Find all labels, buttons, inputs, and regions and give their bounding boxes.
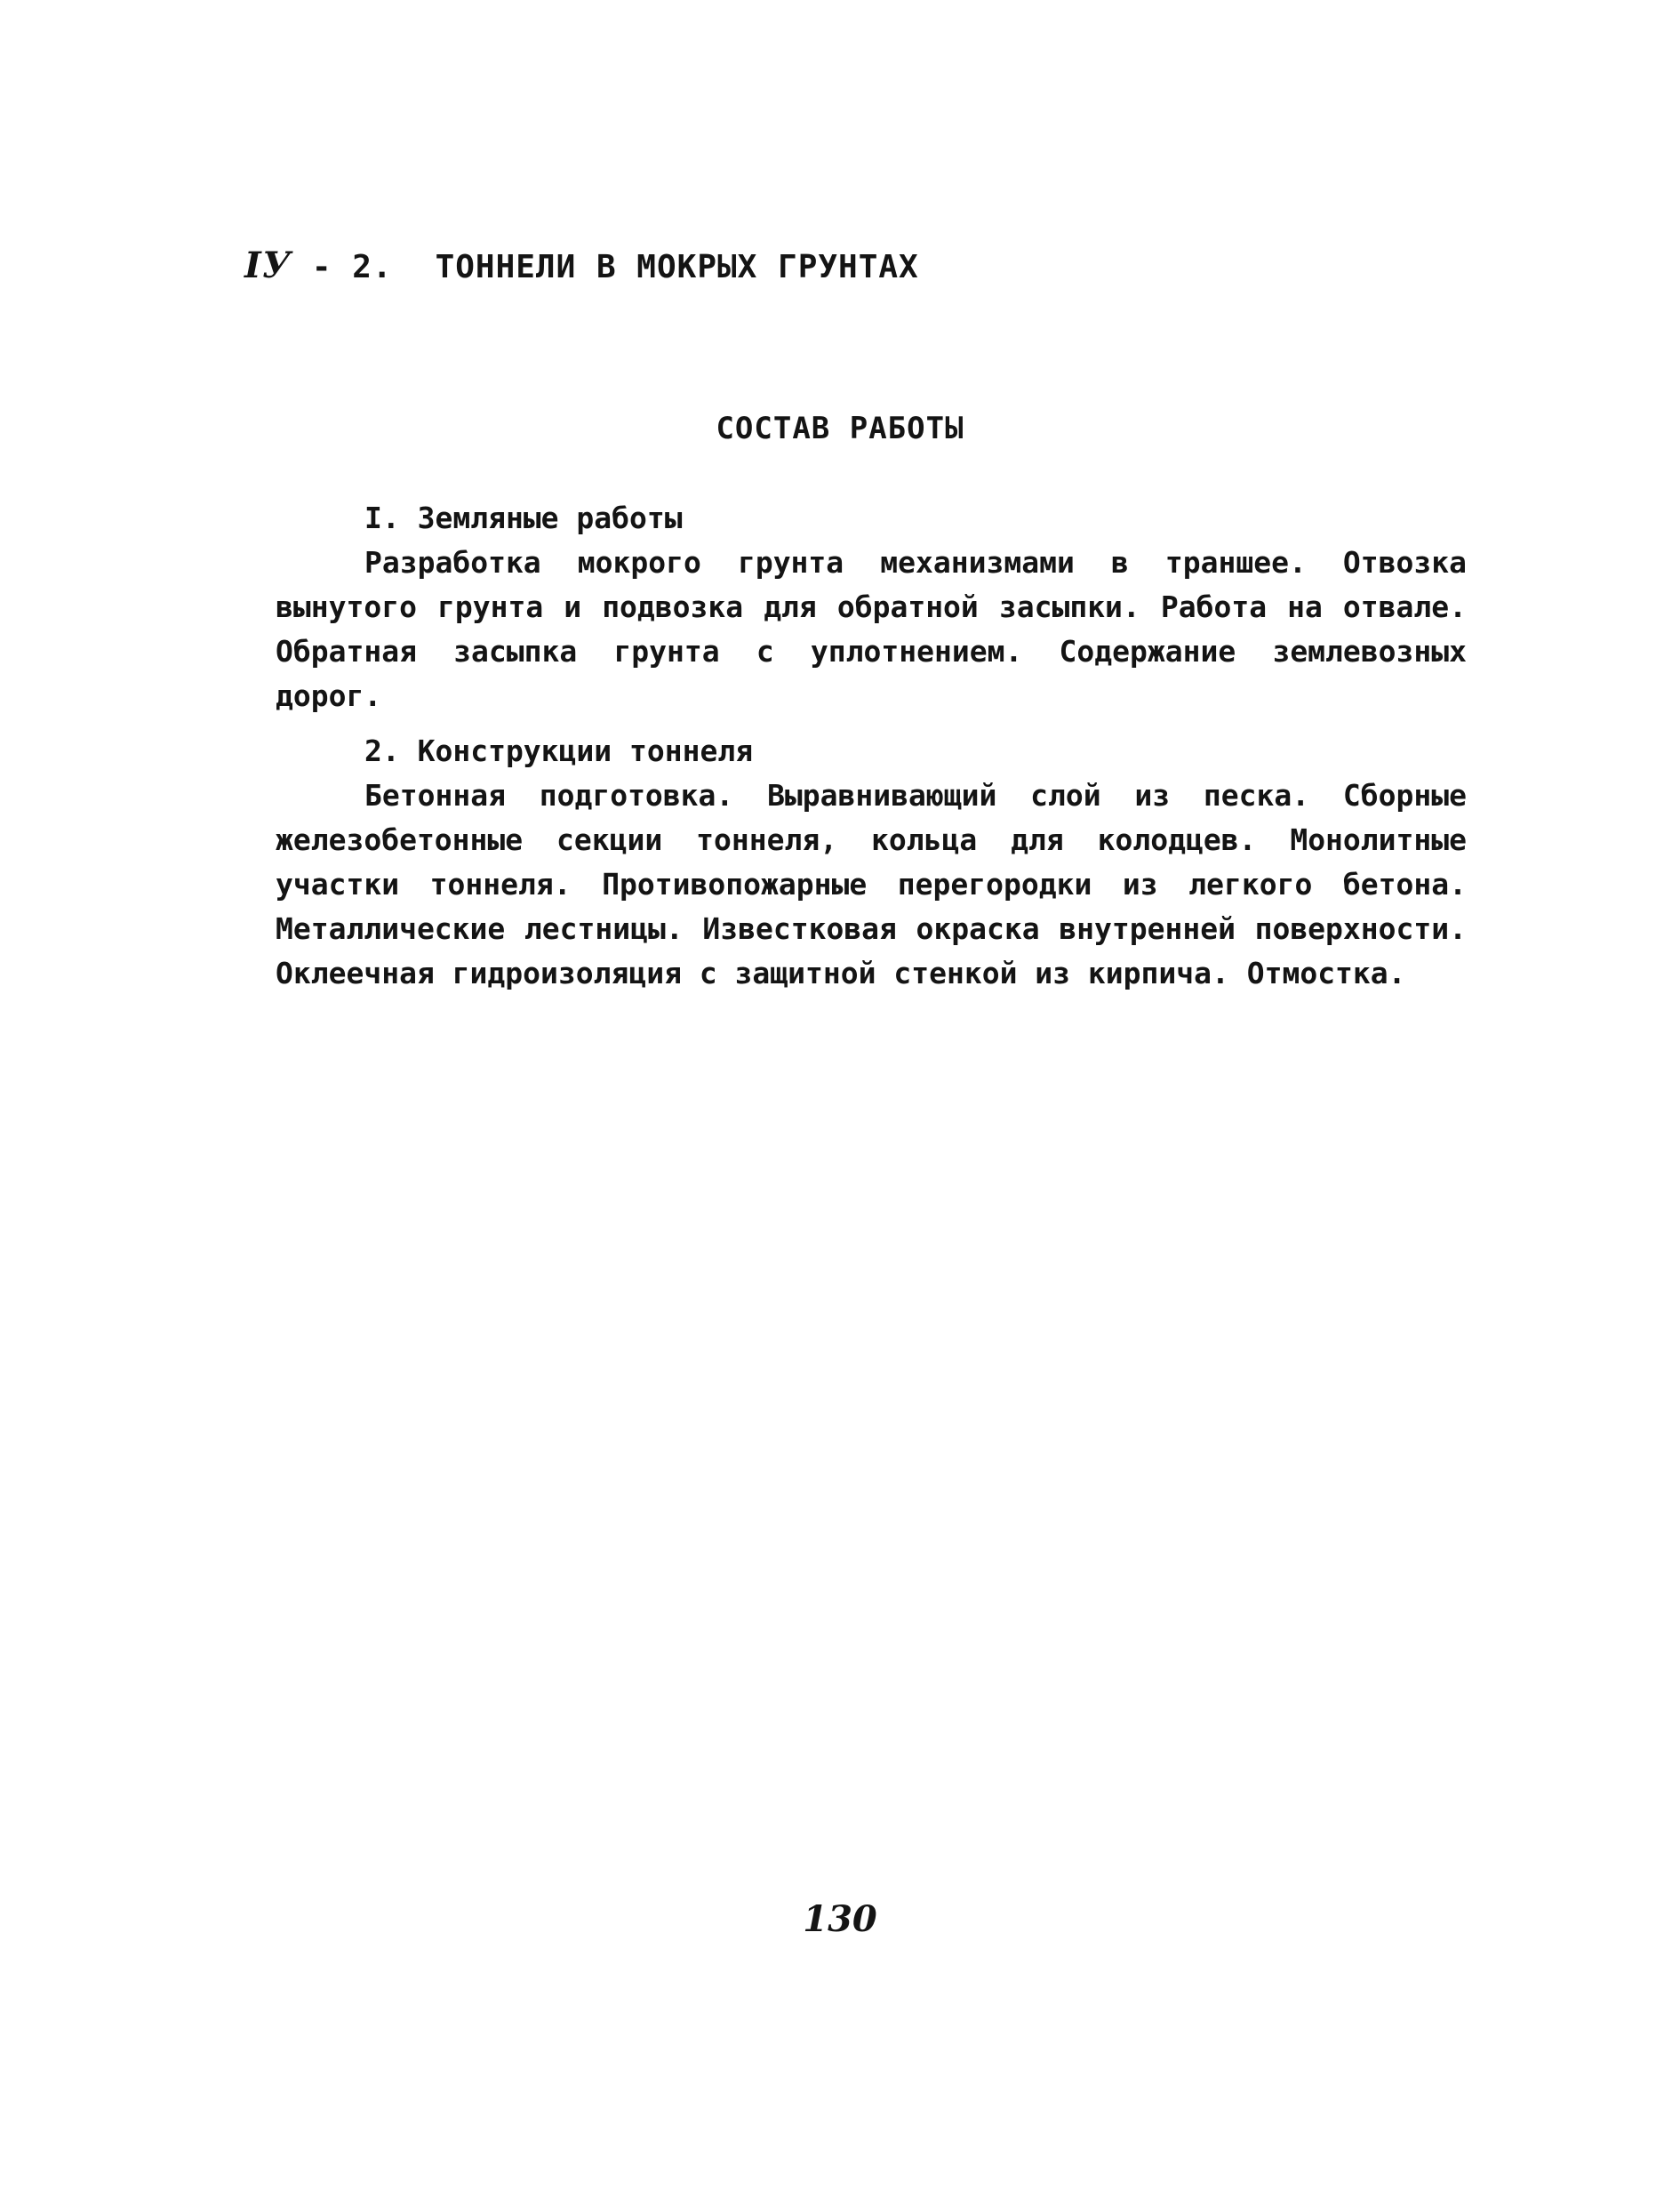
section-title: ТОННЕЛИ В МОКРЫХ ГРУНТАХ (435, 249, 919, 285)
work-item-text: Разработка мокрого грунта механизмами в траншее. Отвозка вынутого грунта и подвозка для обратной засыпки. Работа на отвале. Обратная засыпка грунта с уплотнением. Содержание землевозных дорог. (276, 545, 1467, 713)
work-item-heading: 2. Конструкции тоннеля (364, 734, 754, 768)
work-item-heading: I. Земляные работы (364, 501, 683, 535)
document-title: СОСТАВ РАБОТЫ (716, 411, 964, 446)
section-heading (244, 245, 919, 286)
work-item-earthworks (276, 496, 1467, 718)
work-item-tunnel-structures (276, 729, 1467, 996)
work-item-text: Бетонная подготовка. Выравнивающий слой из песка. Сборные железобетонные секции тоннеля, кольца для колодцев. Монолитные участки тоннеля. Противопожарные перегородки из легкого бетона. Металлические лестницы. Известковая окраска внутренней поверхности. Оклеечная гидроизоляция с защитной стенкой из кирпича. Отмостка. (276, 778, 1467, 990)
page-number: 130 (803, 1898, 877, 1940)
section-code: IУ (244, 245, 292, 286)
section-number: - 2. (311, 249, 393, 285)
